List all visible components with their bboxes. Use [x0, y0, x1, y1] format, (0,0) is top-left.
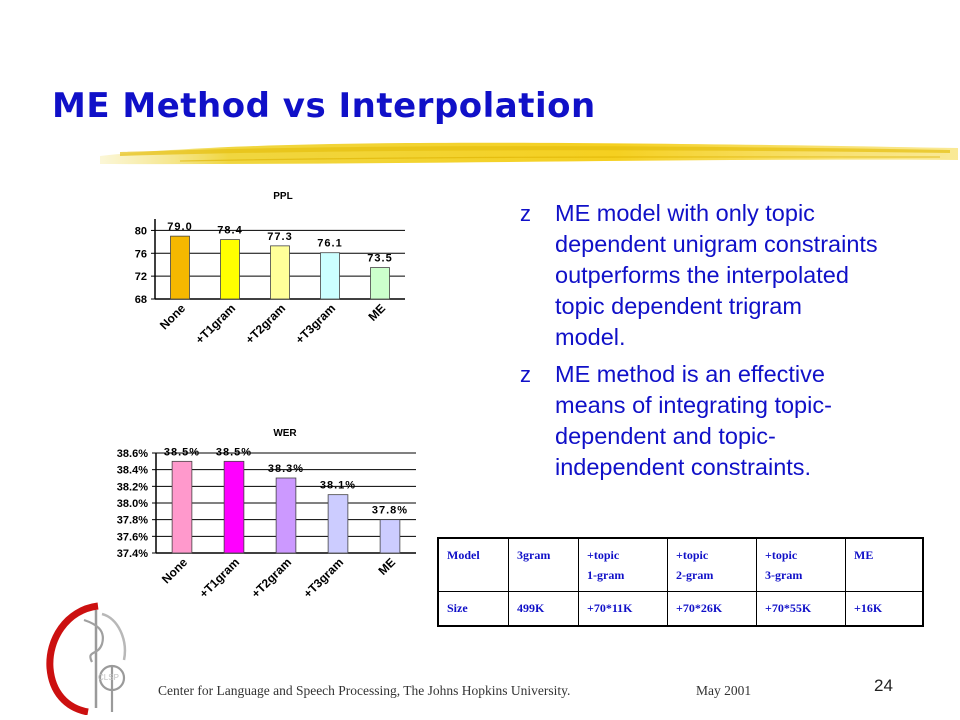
bar [271, 246, 290, 299]
y-tick-label: 68 [134, 294, 147, 306]
table-cell-line: 3-gram [765, 568, 803, 582]
table-cell: +70*26K [668, 592, 757, 627]
bullet-item [520, 359, 940, 483]
x-tick-label: ME [375, 555, 399, 578]
x-tick-label: None [159, 555, 191, 587]
bullet-line: outperforms the interpolated [555, 262, 849, 288]
table-row [438, 592, 923, 627]
y-tick-label: 76 [134, 248, 147, 261]
x-tick-label: None [157, 301, 189, 333]
table-cell: 3gram [509, 538, 579, 592]
data-label: 79.0 [167, 221, 193, 234]
model-size-table [437, 537, 924, 627]
x-tick-label: +T3gram [300, 555, 347, 601]
data-label: 38.1% [319, 479, 357, 492]
bullet-line: independent constraints. [555, 454, 812, 480]
x-tick-label: +T2gram [248, 555, 295, 601]
table-cell-line: 1-gram [587, 568, 625, 582]
x-tick-label: +T1gram [196, 555, 243, 601]
clsp-logo [36, 600, 146, 715]
bullet-item [520, 198, 940, 353]
bullet-line: dependent and topic- [555, 423, 776, 449]
table-cell-line: +topic [765, 548, 798, 562]
y-tick-label: 37.8% [116, 514, 148, 527]
y-tick-label: 37.4% [116, 548, 148, 560]
bar [171, 236, 190, 299]
x-tick-label: +T2gram [242, 301, 289, 347]
page-number: 24 [874, 676, 893, 695]
table-cell: +16K [846, 592, 924, 627]
table-cell-line: +topic [676, 548, 709, 562]
logo-text: CLSP [98, 673, 119, 682]
y-tick-label: 38.2% [116, 481, 148, 494]
data-label: 37.8% [371, 504, 409, 517]
table-cell: +70*11K [579, 592, 668, 627]
bar [380, 520, 400, 553]
table-cell: Size [438, 592, 509, 627]
y-tick-label: 38.4% [116, 464, 148, 477]
table-cell-line: 2-gram [676, 568, 714, 582]
footer-date: May 2001 [696, 683, 752, 698]
slide-title: ME Method vs Interpolation [52, 86, 596, 126]
data-label: 38.5% [215, 446, 253, 459]
table-cell [668, 538, 757, 592]
table-header-row [438, 538, 923, 592]
data-label: 76.1 [317, 237, 343, 250]
ppl-chart [100, 185, 430, 385]
data-label: 38.5% [163, 446, 201, 459]
bar [328, 495, 348, 553]
x-tick-label: +T3gram [292, 301, 339, 347]
y-tick-label: 37.6% [116, 531, 148, 544]
x-tick-label: ME [365, 301, 389, 324]
bullet-line: dependent unigram constraints [555, 231, 878, 257]
table-cell [579, 538, 668, 592]
data-label: 77.3 [267, 230, 293, 243]
bullet-line: ME model with only topic [555, 200, 815, 226]
bullet-line: ME method is an effective [555, 361, 825, 387]
bar [172, 461, 192, 553]
bullet-line: model. [555, 324, 626, 350]
bar [371, 268, 390, 299]
x-tick-label: +T1gram [192, 301, 239, 347]
footer-org: Center for Language and Speech Processing, The Johns Hopkins University. [158, 683, 571, 698]
bullet-line: topic dependent trigram [555, 293, 802, 319]
data-label: 78.4 [217, 224, 243, 237]
table-cell: 499K [509, 592, 579, 627]
bar [321, 253, 340, 299]
table-cell: ME [846, 538, 924, 592]
y-tick-label: 72 [134, 271, 147, 284]
bullet-mark: z [520, 201, 531, 226]
y-tick-label: 38.6% [116, 448, 148, 460]
y-tick-label: 38.0% [116, 498, 148, 510]
y-tick-label: 80 [134, 225, 147, 238]
chart-title: WER [273, 428, 297, 439]
table-cell-line: +topic [587, 548, 620, 562]
bullet-list [520, 198, 940, 489]
bullet-line: means of integrating topic- [555, 392, 832, 418]
data-label: 73.5 [367, 252, 393, 265]
table-cell [757, 538, 846, 592]
table-cell: Model [438, 538, 509, 592]
bar [276, 478, 296, 553]
table-cell: +70*55K [757, 592, 846, 627]
chart-title: PPL [273, 191, 293, 202]
bar [224, 461, 244, 553]
bar [221, 240, 240, 299]
bullet-mark: z [520, 362, 531, 387]
data-label: 38.3% [267, 463, 305, 475]
